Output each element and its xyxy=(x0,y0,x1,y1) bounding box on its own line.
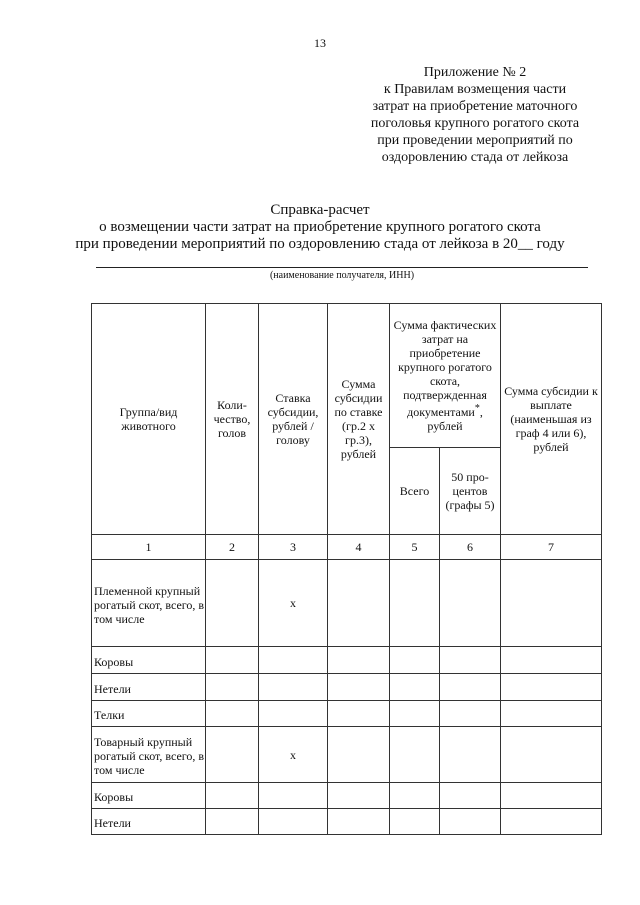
table-row xyxy=(92,560,602,647)
appendix-line: поголовья крупного рогатого скота xyxy=(370,116,580,131)
table-cell[interactable] xyxy=(501,809,602,835)
table-cell[interactable] xyxy=(390,647,440,674)
column-number: 7 xyxy=(501,535,602,560)
row-label: Коровы xyxy=(92,647,206,674)
table-cell[interactable] xyxy=(390,674,440,701)
recipient-caption: (наименование получателя, ИНН) xyxy=(269,270,415,281)
table-row xyxy=(92,647,602,674)
table-cell[interactable] xyxy=(328,727,390,783)
table-cell[interactable] xyxy=(440,647,501,674)
header-fifty-percent: 50 про-центов (графы 5) xyxy=(440,448,501,535)
table-cell[interactable] xyxy=(206,560,259,647)
table-cell[interactable] xyxy=(440,809,501,835)
appendix-line: оздоровлению стада от лейкоза xyxy=(381,150,569,165)
table-cell[interactable] xyxy=(501,560,602,647)
table-cell[interactable] xyxy=(440,701,501,727)
appendix-header xyxy=(330,64,620,166)
table-cell[interactable] xyxy=(328,809,390,835)
table-row xyxy=(92,701,602,727)
table-cell[interactable] xyxy=(206,809,259,835)
table-cell: х xyxy=(259,727,328,783)
table-cell[interactable] xyxy=(259,783,328,809)
title-line: о возмещении части затрат на приобретение крупного рогатого скота xyxy=(99,219,541,235)
table-cell[interactable] xyxy=(501,727,602,783)
table-row xyxy=(92,727,602,783)
header-count: Коли-чество, голов xyxy=(206,304,259,535)
table-cell[interactable] xyxy=(328,560,390,647)
title-heading: Справка-расчет xyxy=(270,202,370,218)
table-cell[interactable] xyxy=(440,783,501,809)
header-rate: Ставка субсидии, рублей / голову xyxy=(259,304,328,535)
table-cell[interactable] xyxy=(259,701,328,727)
header-actual-costs-text: Сумма фактических затрат на приобретение крупного рогатого скота, подтвержденная документами xyxy=(393,318,497,419)
table-row xyxy=(92,674,602,701)
column-number: 2 xyxy=(206,535,259,560)
column-number: 4 xyxy=(328,535,390,560)
recipient-input-line[interactable] xyxy=(96,267,588,268)
appendix-line: Приложение № 2 xyxy=(423,65,527,80)
appendix-line: затрат на приобретение маточного xyxy=(372,99,578,114)
table-cell: х xyxy=(259,560,328,647)
table-row xyxy=(92,783,602,809)
footnote-mark: * xyxy=(474,403,480,414)
table-cell[interactable] xyxy=(390,727,440,783)
row-label: Коровы xyxy=(92,783,206,809)
table-cell[interactable] xyxy=(259,647,328,674)
table-cell[interactable] xyxy=(390,783,440,809)
page-number: 13 xyxy=(314,36,326,50)
row-label: Племенной крупный рогатый скот, всего, в том числе xyxy=(92,560,206,647)
document-title xyxy=(0,202,640,253)
row-label: Нетели xyxy=(92,674,206,701)
table-cell[interactable] xyxy=(501,783,602,809)
column-number: 5 xyxy=(390,535,440,560)
table-cell[interactable] xyxy=(206,727,259,783)
row-label: Телки xyxy=(92,701,206,727)
table-cell[interactable] xyxy=(501,647,602,674)
table-cell[interactable] xyxy=(206,783,259,809)
table-cell[interactable] xyxy=(440,560,501,647)
table-cell[interactable] xyxy=(328,674,390,701)
header-actual-costs-unit: , рублей xyxy=(427,405,483,433)
appendix-line: при проведении мероприятий по xyxy=(377,133,573,148)
column-number-row xyxy=(92,535,602,560)
header-subsidy-by-rate: Сумма субсидии по ставке (гр.2 х гр.3), рублей xyxy=(328,304,390,535)
table-cell[interactable] xyxy=(206,701,259,727)
table-cell[interactable] xyxy=(259,674,328,701)
table-cell[interactable] xyxy=(206,647,259,674)
header-group: Группа/вид животного xyxy=(92,304,206,535)
table-cell[interactable] xyxy=(501,701,602,727)
column-number: 6 xyxy=(440,535,501,560)
table-cell[interactable] xyxy=(328,647,390,674)
table-cell[interactable] xyxy=(390,809,440,835)
header-subsidy-payable: Сумма субсидии к выплате (наименьшая из граф 4 или 6), рублей xyxy=(501,304,602,535)
appendix-line: к Правилам возмещения части xyxy=(383,82,567,97)
table-cell[interactable] xyxy=(501,674,602,701)
table-cell[interactable] xyxy=(390,701,440,727)
table-cell[interactable] xyxy=(259,809,328,835)
header-actual-costs xyxy=(390,304,501,448)
row-label: Товарный крупный рогатый скот, всего, в том числе xyxy=(92,727,206,783)
header-total: Всего xyxy=(390,448,440,535)
column-number: 1 xyxy=(92,535,206,560)
table-cell[interactable] xyxy=(390,560,440,647)
row-label: Нетели xyxy=(92,809,206,835)
table-cell[interactable] xyxy=(328,701,390,727)
table-cell[interactable] xyxy=(206,674,259,701)
column-number: 3 xyxy=(259,535,328,560)
calculation-table xyxy=(91,303,602,835)
table-row xyxy=(92,809,602,835)
table-cell[interactable] xyxy=(440,727,501,783)
table-cell[interactable] xyxy=(328,783,390,809)
table-cell[interactable] xyxy=(440,674,501,701)
title-line: при проведении мероприятий по оздоровлению стада от лейкоза в 20__ году xyxy=(75,236,565,252)
